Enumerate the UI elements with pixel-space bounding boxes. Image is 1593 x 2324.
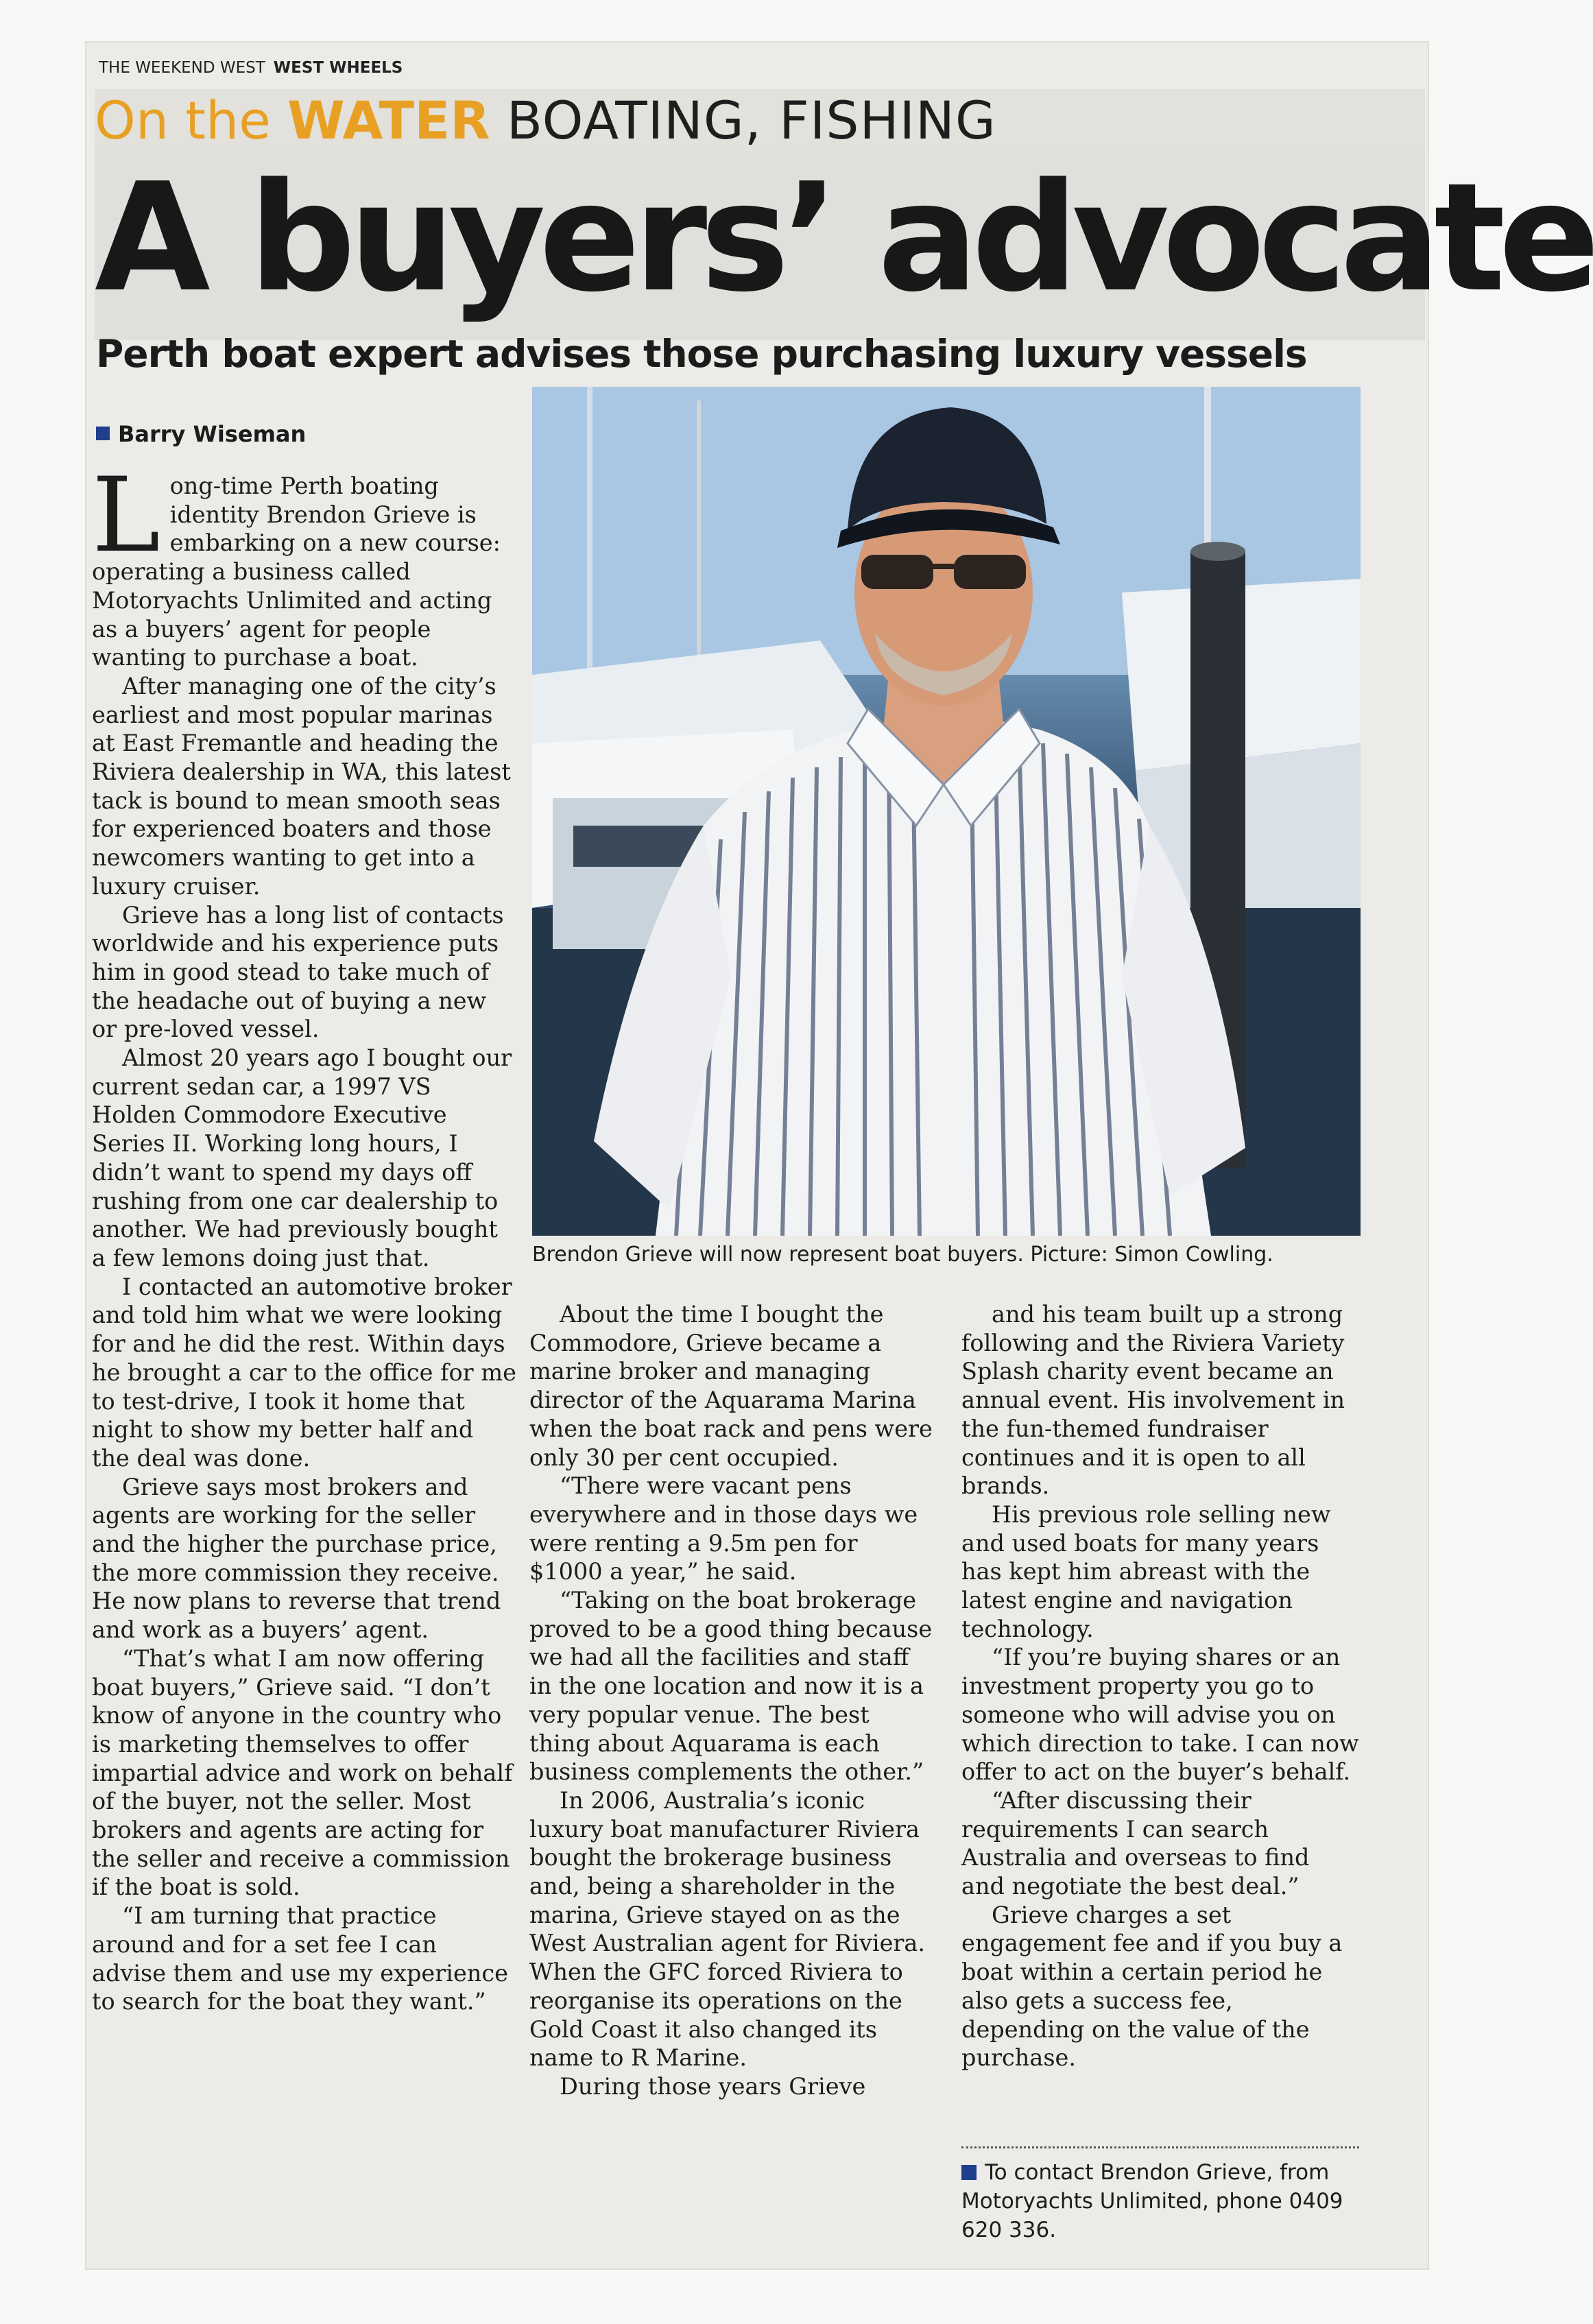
headline-band xyxy=(95,151,1593,340)
contact-bullet-icon xyxy=(961,2165,977,2180)
article-column-1 xyxy=(92,456,517,2016)
article-column-2 xyxy=(529,1300,934,2101)
article-paragraph xyxy=(961,1901,1359,2072)
paragraph-text: “After discussing their requirements I can search Australia and overseas to find and negotiate the best deal.” xyxy=(961,1786,1310,1900)
paper-name: THE WEEKEND WEST xyxy=(99,59,265,77)
article-paragraph xyxy=(529,1586,934,1786)
contact-text: To contact Brendon Grieve, from Motoryachts Unlimited, phone 0409 620 336. xyxy=(961,2160,1343,2242)
portrait-illustration xyxy=(532,387,1361,1236)
byline-author: Barry Wiseman xyxy=(118,421,307,447)
article-paragraph xyxy=(961,1300,1359,1500)
article-paragraph xyxy=(92,1044,517,1273)
article-column-3 xyxy=(961,1300,1359,2072)
byline xyxy=(96,421,306,447)
paragraph-text: His previous role selling new and used boats for many years has kept him abreast with the latest engine and navigation technology. xyxy=(961,1500,1331,1642)
section-name: WEST WHEELS xyxy=(273,59,403,77)
paragraph-text: I contacted an automotive broker and told him what we were looking for and he did the rest. Within days he brought a car to the office for me to test-drive, I took it home that night to show my better half and the deal was done. xyxy=(92,1273,516,1472)
article-paragraph xyxy=(92,1644,517,1902)
kicker-topics: BOATING, FISHING xyxy=(506,90,996,151)
paragraph-text: and his team built up a strong following and the Riviera Variety Splash charity event became an annual event. His involvement in the fun-themed fundraiser continues and it is open to all brands. xyxy=(961,1301,1345,1500)
article-paragraph xyxy=(961,1643,1359,1786)
article-paragraph xyxy=(529,1786,934,2072)
article-paragraph xyxy=(529,1472,934,1586)
drop-cap: L xyxy=(92,456,160,575)
article-paragraph xyxy=(961,1500,1359,1644)
article-paragraph xyxy=(92,901,517,1044)
article-photo xyxy=(532,387,1361,1236)
newspaper-page xyxy=(85,41,1593,2270)
subheadline: Perth boat expert advises those purchasing luxury vessels xyxy=(96,332,1307,376)
paragraph-text: Grieve says most brokers and agents are working for the seller and the higher the purchase price, the more commission they receive. He now plans to reverse that trend and work as a buyers’ agent. xyxy=(92,1473,501,1644)
paragraph-text: ong-time Perth boating identity Brendon Grieve is embarking on a new course: operating a business called Motoryachts Unlimited and acting as a buyers’ agent for people wanting to purchase a boat. xyxy=(92,472,501,671)
paragraph-text: “Taking on the boat brokerage proved to be a good thing because we had all the facilities and staff in the one location and now it is a very popular venue. The best thing about Aquarama is each business complements the other.” xyxy=(529,1587,933,1786)
paragraph-text: During those years Grieve xyxy=(560,2072,866,2100)
article-paragraph xyxy=(92,1902,517,2016)
article-paragraph xyxy=(92,672,517,901)
byline-bullet-icon xyxy=(96,427,110,440)
article-paragraph xyxy=(92,1273,517,1473)
paragraph-text: Grieve has a long list of contacts worldwide and his experience puts him in good stead to take much of the headache out of buying a new or pre-loved vessel. xyxy=(92,901,504,1043)
kicker-on-the: On the xyxy=(95,90,271,151)
article-paragraph xyxy=(529,2072,934,2101)
photo-caption: Brendon Grieve will now represent boat buyers. Picture: Simon Cowling. xyxy=(532,1243,1273,1267)
headline: A buyers’ advocate xyxy=(95,152,1593,325)
paragraph-text: “There were vacant pens everywhere and in those days we were renting a 9.5m pen for $1000 a year,” he said. xyxy=(529,1472,918,1585)
article-paragraph xyxy=(92,456,517,672)
paragraph-text: About the time I bought the Commodore, Grieve became a marine broker and managing director of the Aquarama Marina when the boat rack and pens were only 30 per cent occupied. xyxy=(529,1301,933,1471)
article-paragraph xyxy=(92,1473,517,1644)
paragraph-text: In 2006, Australia’s iconic luxury boat manufacturer Riviera bought the brokerage business and, being a shareholder in the marina, Grieve stayed on as the West Australian agent for Riviera. When the GFC forced Riviera to reorganise its operations on the Gold Coast it also changed its name to R Marine. xyxy=(529,1786,926,2072)
paragraph-text: “If you’re buying shares or an investment property you go to someone who will advise you on which direction to take. I can now offer to act on the buyer’s behalf. xyxy=(961,1644,1359,1786)
article-paragraph xyxy=(529,1300,934,1472)
article-paragraph xyxy=(961,1786,1359,1901)
paragraph-text: Almost 20 years ago I bought our current sedan car, a 1997 VS Holden Commodore Executive Series II. Working long hours, I didn’t want to spend my days off rushing from one car dealership to another. We had previously bought a few lemons doing just that. xyxy=(92,1044,512,1271)
paragraph-text: After managing one of the city’s earliest and most popular marinas at East Fremantle and heading the Riviera dealership in WA, this latest tack is bound to mean smooth seas for experienced boaters and those newcomers wanting to get into a luxury cruiser. xyxy=(92,672,511,900)
paragraph-text: “That’s what I am now offering boat buyers,” Grieve said. “I don’t know of anyone in the country who is marketing themselves to offer impartial advice and work on behalf of the buyer, not the seller. Most brokers and agents are acting for the seller and receive a commission if the boat is sold. xyxy=(92,1644,513,1901)
kicker-water: WATER xyxy=(287,90,490,151)
paragraph-text: Grieve charges a set engagement fee and if you buy a boat within a certain period he also gets a success fee, depending on the value of the purchase. xyxy=(961,1901,1343,2072)
contact-info xyxy=(961,2146,1359,2244)
paragraph-text: “I am turning that practice around and for a set fee I can advise them and use my experience to search for the boat they want.” xyxy=(92,1902,508,2015)
masthead xyxy=(99,59,403,77)
